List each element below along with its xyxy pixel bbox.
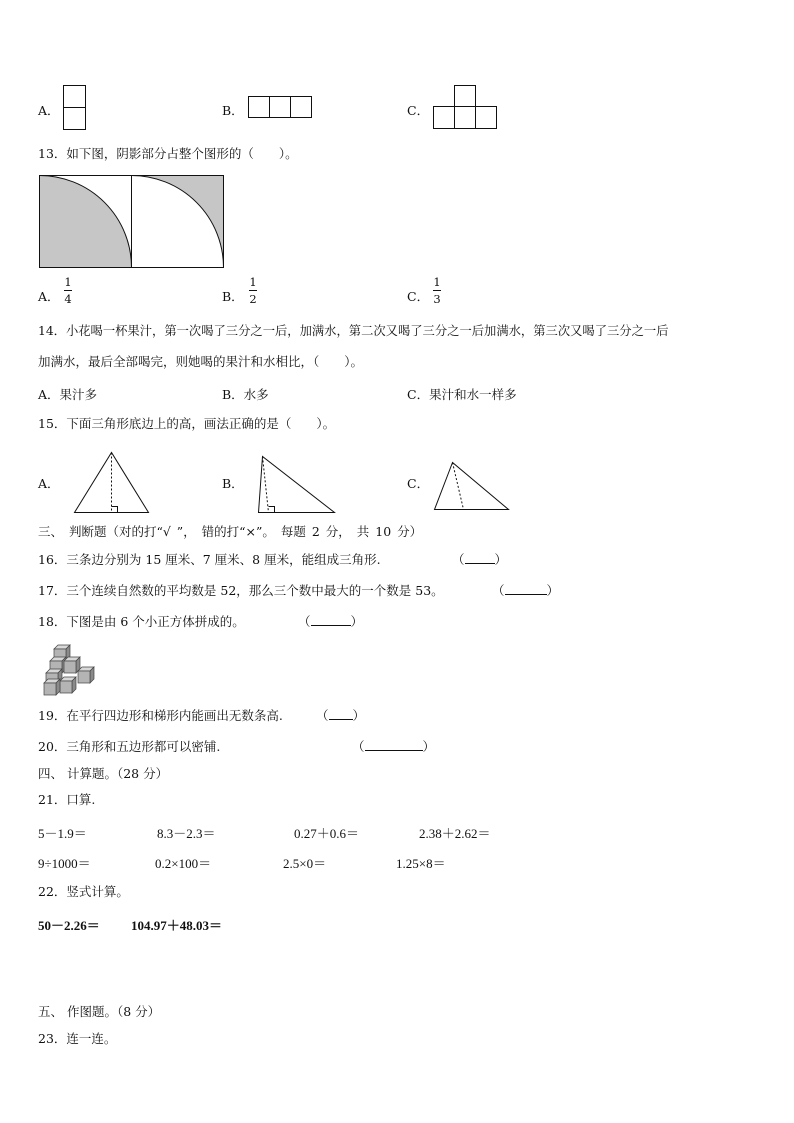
- section5-title: 五、 作图题。（8 分）: [38, 1004, 161, 1019]
- q13-option-a-fraction: [64, 276, 72, 305]
- fraction-numerator: 1: [249, 275, 257, 289]
- paren-open: （: [316, 708, 329, 723]
- paren-open: （: [492, 583, 505, 598]
- q20-text: 20．三角形和五边形都可以密铺.: [38, 739, 221, 754]
- q12-option-a-label: A．: [38, 103, 60, 118]
- paren-close: ）: [494, 552, 508, 567]
- q21-item: 2.5×0＝: [283, 856, 327, 871]
- q18-text: 18．下图是由 6 个小正方体拼成的。: [38, 614, 245, 629]
- paren-open: （: [452, 552, 465, 567]
- fraction-denominator: 3: [433, 292, 441, 306]
- q16-text: 16．三条边分别为 15 厘米、7 厘米、8 厘米，能组成三角形.: [38, 552, 381, 567]
- q13-figure: [39, 175, 225, 269]
- q15-option-c-label: C．: [407, 476, 430, 491]
- q17-text: 17．三个连续自然数的平均数是 52，那么三个数中最大的一个数是 53。: [38, 583, 444, 598]
- q20-answer-blank[interactable]: [352, 739, 435, 755]
- q19-answer-blank[interactable]: [316, 708, 365, 724]
- q21-item: 0.27＋0.6＝: [294, 826, 360, 841]
- q15-stem: 15．下面三角形底边上的高，画法正确的是（ ）。: [38, 416, 336, 431]
- q15-option-c-triangle: [434, 462, 510, 512]
- q22-stem: 22．竖式计算。: [38, 884, 129, 899]
- q14-option-a: A．果汁多: [38, 387, 98, 402]
- q15-option-b-triangle: [258, 456, 336, 514]
- fraction-numerator: 1: [433, 275, 441, 289]
- q14-stem-line2: 加满水，最后全部喝完，则她喝的果汁和水相比，（ ）。: [38, 354, 364, 369]
- q21-item: 1.25×8＝: [396, 856, 446, 871]
- q13-option-c-fraction: [433, 276, 441, 305]
- fraction-numerator: 1: [64, 275, 72, 289]
- q15-option-a-triangle: [74, 452, 150, 514]
- fraction-denominator: 2: [249, 292, 257, 306]
- fraction-denominator: 4: [64, 292, 72, 306]
- paren-close: ）: [546, 583, 560, 598]
- q12-option-c-label: C．: [407, 103, 430, 118]
- q14-option-c: C．果汁和水一样多: [407, 387, 517, 402]
- paren-open: （: [298, 614, 311, 629]
- q18-answer-blank[interactable]: [298, 614, 363, 630]
- paren-close: ）: [422, 739, 436, 754]
- q17-answer-blank[interactable]: [492, 583, 559, 599]
- q19-text: 19．在平行四边形和梯形内能画出无数条高.: [38, 708, 283, 723]
- q13-option-b-fraction: [249, 276, 257, 305]
- q22-item: 50－2.26＝: [38, 918, 100, 933]
- q21-stem: 21．口算.: [38, 792, 96, 807]
- q15-option-b-label: B．: [222, 476, 244, 491]
- q14-option-b: B．水多: [222, 387, 269, 402]
- q14-stem-line1: 14．小花喝一杯果汁，第一次喝了三分之一后，加满水，第二次又喝了三分之一后加满水，第三次又喝了三分之一后: [38, 324, 669, 338]
- q18-cube-figure: [44, 643, 100, 695]
- paren-close: ）: [350, 614, 364, 629]
- q13-option-c-label: C．: [407, 289, 430, 304]
- q21-item: 0.2×100＝: [155, 856, 212, 871]
- q21-item: 8.3－2.3＝: [157, 826, 216, 841]
- section3-title: 三、 判断题（对的打“√ ”， 错的打“×”。 每题 2 分， 共 10 分）: [38, 524, 423, 539]
- section4-title: 四、 计算题。（28 分）: [38, 766, 169, 781]
- q23-stem: 23．连一连。: [38, 1031, 117, 1046]
- q21-item: 5－1.9＝: [38, 826, 87, 841]
- q12-option-c-shape: [433, 85, 499, 131]
- q13-option-b-label: B．: [222, 289, 244, 304]
- q21-item: 2.38＋2.62＝: [419, 826, 491, 841]
- q13-option-a-label: A．: [38, 289, 60, 304]
- q22-item: 104.97＋48.03＝: [131, 918, 223, 933]
- q12-option-b-label: B．: [222, 103, 244, 118]
- q12-option-a-shape: [63, 85, 87, 131]
- q15-option-a-label: A．: [38, 476, 60, 491]
- q16-answer-blank[interactable]: [452, 552, 507, 568]
- paren-open: （: [352, 739, 365, 754]
- q13-stem: 13．如下图，阴影部分占整个图形的（ ）。: [38, 146, 298, 161]
- q21-item: 9÷1000＝: [38, 856, 91, 871]
- q12-option-b-shape: [248, 96, 314, 120]
- paren-close: ）: [352, 708, 366, 723]
